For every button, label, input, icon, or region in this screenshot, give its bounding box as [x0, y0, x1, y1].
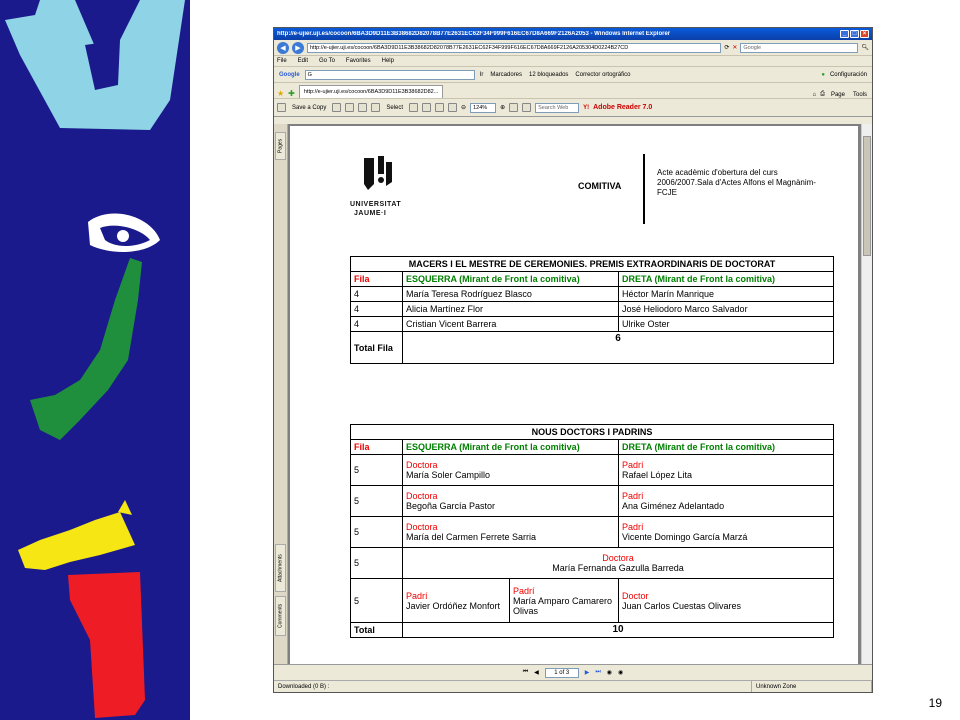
- table-macers: [350, 256, 834, 364]
- add-favorite-icon[interactable]: ✚: [288, 89, 295, 98]
- window-title: http://e-ujier.uji.es/cocoon/6BA3D9D11E3B38682D82078B77E2631EC62F34F999F616EC67D8A669F2126A2053 - Windows Internet Explorer: [277, 31, 671, 37]
- role-label: Padrí: [622, 522, 644, 532]
- cell-center: [403, 548, 834, 579]
- first-page-icon[interactable]: ⏮: [522, 669, 529, 675]
- menu-file[interactable]: File: [277, 58, 287, 64]
- snapshot-icon[interactable]: [409, 103, 418, 112]
- cell-total-value: 10: [403, 623, 834, 638]
- cell-dreta: José Heliodoro Marco Salvador: [619, 302, 834, 317]
- save-copy-button[interactable]: Save a Copy: [292, 104, 327, 111]
- person-name: Vicente Domingo García Marzá: [622, 532, 748, 542]
- person-name: Begoña García Pastor: [406, 501, 496, 511]
- forward-view-icon[interactable]: ◉: [618, 670, 624, 676]
- table-row-total: [351, 332, 834, 364]
- table2-col-dreta: DRETA (Mirant de Front la comitiva): [619, 440, 834, 455]
- cell-total-label: Total Fila: [351, 332, 403, 364]
- tab-strip: [274, 83, 872, 99]
- cell-dreta: Ulrike Oster: [619, 317, 834, 332]
- print-doc-icon[interactable]: [332, 103, 341, 112]
- cell-fila: 4: [351, 302, 403, 317]
- cell-dreta: Héctor Marín Manrique: [619, 287, 834, 302]
- popup-blocked-button[interactable]: 12 bloqueados: [529, 71, 569, 78]
- menu-help[interactable]: Help: [381, 58, 394, 64]
- home-icon[interactable]: ⌂: [812, 92, 817, 98]
- status-bar: [274, 680, 872, 693]
- cell-fila: 5: [351, 517, 403, 548]
- search-icon[interactable]: 🔍︎: [861, 45, 869, 51]
- fit-width-icon[interactable]: [448, 103, 457, 112]
- cell-fila: 4: [351, 317, 403, 332]
- role-label: Padrí: [622, 491, 644, 501]
- settings-button[interactable]: Configuración: [829, 71, 867, 78]
- title-bar: [274, 28, 872, 40]
- page-navigation-bar: [274, 664, 872, 680]
- role-label: Doctora: [406, 522, 438, 532]
- logo-line2: JAUME·I: [354, 210, 387, 217]
- security-zone: Unknown Zone: [752, 681, 872, 693]
- scroll-thumb[interactable]: [863, 136, 871, 256]
- cell-esquerra: [403, 486, 619, 517]
- person-name: Ana Giménez Adelantado: [622, 501, 725, 511]
- search-web-input[interactable]: Search Web: [535, 103, 579, 113]
- cell-esquerra: [403, 517, 619, 548]
- hand-tool-icon[interactable]: [371, 103, 380, 112]
- person-name: María Amparo Camarero Olivas: [513, 595, 613, 616]
- university-logo-icon: [360, 154, 396, 198]
- search-input[interactable]: Google: [740, 43, 858, 53]
- menu-favorites[interactable]: Favorites: [345, 58, 371, 64]
- person-name: Rafael López Lita: [622, 470, 693, 480]
- role-label: Doctor: [622, 590, 649, 601]
- role-label: Doctora: [406, 491, 438, 501]
- save-icon: [277, 103, 286, 112]
- tools-menu[interactable]: Tools: [852, 92, 867, 98]
- google-search-input[interactable]: G: [305, 70, 475, 80]
- table-row-total: [351, 623, 834, 638]
- person-name: María Fernanda Gazulla Barreda: [552, 563, 684, 573]
- table2-col-esquerra: ESQUERRA (Mirant de Front la comitiva): [403, 440, 619, 455]
- table2-col-fila: Fila: [351, 440, 403, 455]
- table-row: [351, 517, 834, 548]
- side-tabs: [274, 124, 288, 664]
- bookmarks-button[interactable]: Marcadores: [490, 71, 523, 78]
- table-row: [351, 317, 834, 332]
- cell-dreta: [619, 455, 834, 486]
- settings-icon: ●: [821, 71, 825, 78]
- cell-fila: 5: [351, 486, 403, 517]
- zoom-icon[interactable]: [422, 103, 431, 112]
- person-name: Juan Carlos Cuestas Olivares: [622, 600, 742, 611]
- spellcheck-button[interactable]: Corrector ortográfico: [575, 71, 631, 78]
- minimize-button[interactable]: _: [840, 30, 849, 38]
- pdf-page: [290, 126, 858, 664]
- tab-document[interactable]: http://e-ujier.uji.es/cocoon/6BA3D9D11E3B38682D82...: [299, 85, 443, 98]
- table-row: [351, 548, 834, 579]
- comments-tab[interactable]: Comments: [275, 596, 286, 636]
- document-viewport[interactable]: [288, 124, 861, 664]
- person-name: Javier Ordóñez Monfort: [406, 600, 501, 611]
- google-toolbar: [274, 67, 872, 83]
- role-label: Doctora: [602, 553, 634, 563]
- cell-fila: 4: [351, 287, 403, 302]
- table2-title: NOUS DOCTORS I PADRINS: [351, 425, 834, 440]
- refresh-icon[interactable]: ⟳: [724, 45, 730, 51]
- table-row: [351, 486, 834, 517]
- menu-edit[interactable]: Edit: [297, 58, 309, 64]
- yahoo-icon[interactable]: Y!: [583, 104, 590, 111]
- pages-tab[interactable]: Pages: [275, 132, 286, 160]
- find-icon[interactable]: [358, 103, 367, 112]
- table1-title: MACERS I EL MESTRE DE CEREMONIES. PREMIS EXTRAORDINARIS DE DOCTORAT: [351, 257, 834, 272]
- status-text: Downloaded (0 B) :: [274, 681, 752, 693]
- select-tool-button[interactable]: Select: [386, 104, 404, 111]
- email-icon[interactable]: [345, 103, 354, 112]
- cell-esquerra: Alicia Martínez Flor: [403, 302, 619, 317]
- attachments-tab[interactable]: Attachments: [275, 544, 286, 592]
- cell-doctor-c: [619, 579, 834, 623]
- zoom-level-field[interactable]: 124%: [470, 103, 496, 113]
- role-label: Padrí: [406, 590, 428, 601]
- menu-goto[interactable]: Go To: [319, 58, 335, 64]
- fit-page-icon[interactable]: [435, 103, 444, 112]
- cell-dreta: [619, 517, 834, 548]
- table-row: [351, 287, 834, 302]
- next-page-icon[interactable]: ▶: [584, 670, 590, 676]
- person-name: María Soler Campillo: [406, 470, 491, 480]
- table-row: [351, 302, 834, 317]
- table-doctors: [350, 424, 834, 638]
- acrobat-toolbar: [274, 99, 872, 117]
- logo-line1: UNIVERSITAT: [350, 201, 402, 208]
- cell-esquerra: [403, 455, 619, 486]
- favorites-star-icon[interactable]: ★: [277, 89, 285, 98]
- table1-col-esquerra: ESQUERRA (Mirant de Front la comitiva): [403, 272, 619, 287]
- maximize-button[interactable]: □: [850, 30, 859, 38]
- browser-window: [273, 27, 873, 693]
- table-row: [351, 579, 834, 623]
- address-input[interactable]: http://e-ujier.uji.es/cocoon/6BA3D9D11E3B38682D82078B77E2631EC62F34F999F616EC67D8A669F2126A205304D0224B27CD: [307, 43, 721, 53]
- cell-esquerra: María Teresa Rodríguez Blasco: [403, 287, 619, 302]
- google-logo: Google: [279, 71, 300, 78]
- address-bar-row: [274, 40, 872, 56]
- table1-col-fila: Fila: [351, 272, 403, 287]
- google-go-button[interactable]: Ir: [479, 71, 484, 78]
- vertical-scrollbar[interactable]: [861, 124, 872, 664]
- back-icon[interactable]: ◀: [277, 42, 289, 54]
- back-view-icon[interactable]: ◉: [606, 670, 613, 676]
- page-menu[interactable]: Page: [830, 92, 845, 98]
- slide-number: 19: [928, 696, 942, 710]
- table-row: [351, 455, 834, 486]
- cell-padri-a: [403, 579, 510, 623]
- zoom-in-icon[interactable]: ⊕: [500, 105, 506, 111]
- role-label: Doctora: [406, 460, 438, 470]
- document-header: [350, 154, 830, 229]
- cell-total-label: Total: [351, 623, 403, 638]
- adobe-reader-logo: Adobe Reader 7.0: [593, 104, 653, 111]
- print-icon[interactable]: ⎙: [820, 91, 825, 97]
- rotate-icon[interactable]: [509, 103, 518, 112]
- university-name: [350, 200, 401, 218]
- cell-fila: 5: [351, 579, 403, 623]
- zoom-out-icon[interactable]: ⊖: [461, 105, 467, 111]
- comitiva-heading: COMITIVA: [578, 181, 622, 191]
- menu-bar: [274, 56, 872, 67]
- header-divider: [643, 154, 645, 224]
- event-description: Acte acadèmic d'obertura del curs 2006/2007.Sala d'Actes Alfons el Magnànim- FCJE: [657, 168, 816, 197]
- stop-icon[interactable]: ✕: [732, 45, 738, 51]
- prev-page-icon[interactable]: ◀: [534, 670, 539, 676]
- undo-icon[interactable]: [522, 103, 531, 112]
- uji-decorative-panel: [0, 0, 190, 720]
- role-label: Padrí: [513, 585, 535, 596]
- cell-dreta: [619, 486, 834, 517]
- cell-fila: 5: [351, 455, 403, 486]
- page-number-field[interactable]: 1 of 3: [545, 668, 579, 678]
- reader-content: [274, 124, 872, 664]
- uji-letters-art: [0, 0, 190, 720]
- role-label: Padrí: [622, 460, 644, 470]
- cell-esquerra: Cristian Vicent Barrera: [403, 317, 619, 332]
- person-name: María del Carmen Ferrete Sarria: [406, 532, 537, 542]
- forward-icon[interactable]: ▶: [292, 42, 304, 54]
- cell-padri-b: [510, 579, 619, 623]
- cell-fila: 5: [351, 548, 403, 579]
- close-button[interactable]: ×: [860, 30, 869, 38]
- last-page-icon[interactable]: ⏭: [595, 669, 601, 675]
- table1-col-dreta: DRETA (Mirant de Front la comitiva): [619, 272, 834, 287]
- cell-total-value: 6: [403, 332, 834, 364]
